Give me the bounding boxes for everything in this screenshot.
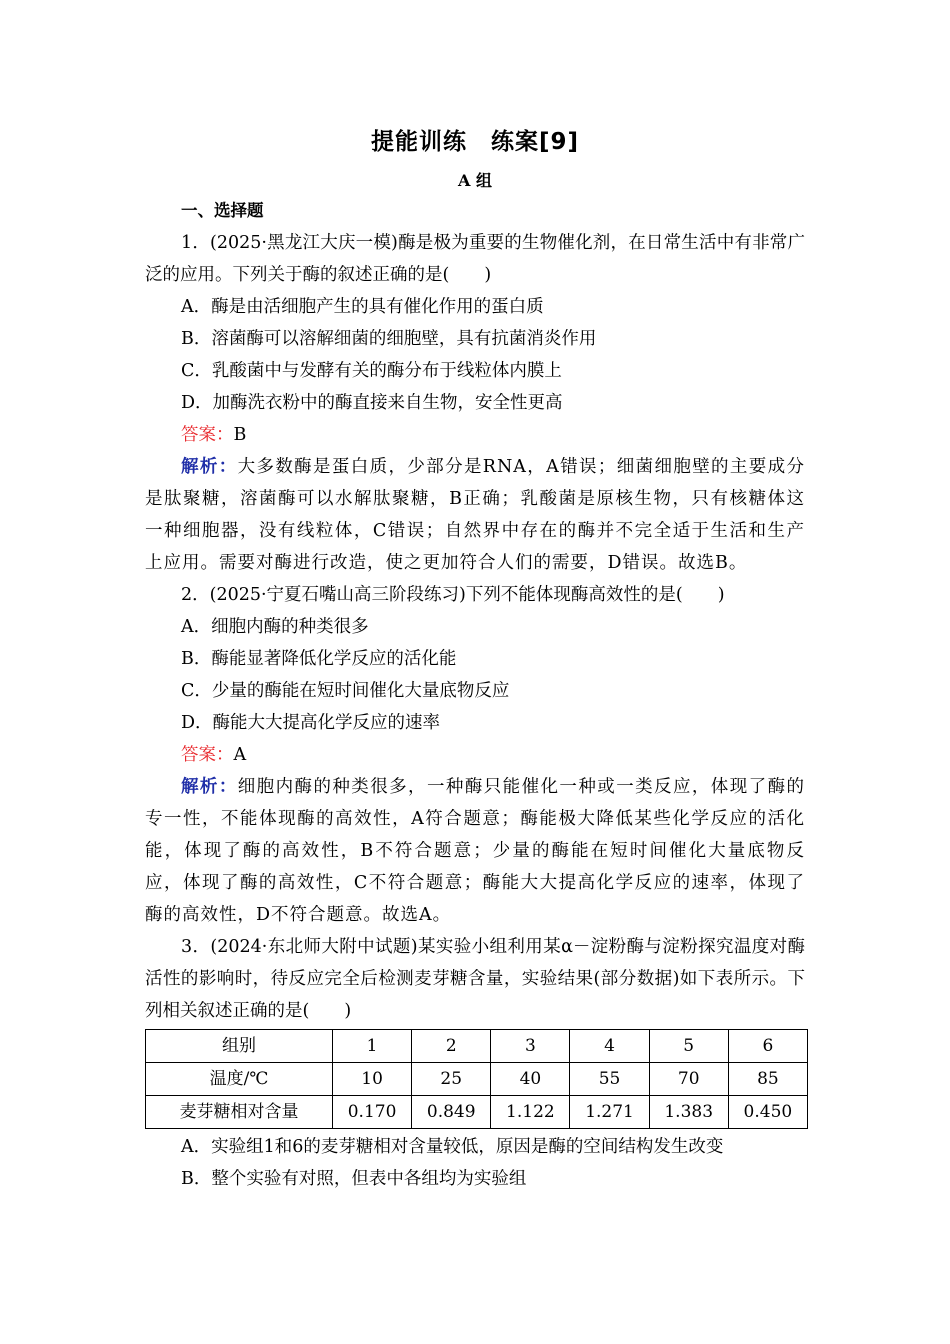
table-cell: 1 xyxy=(333,1030,412,1063)
table-cell: 0.170 xyxy=(333,1096,412,1129)
question-1-explanation xyxy=(145,451,805,579)
table-row xyxy=(146,1063,808,1096)
table-cell: 3 xyxy=(491,1030,570,1063)
content xyxy=(145,195,805,1195)
table-cell: 5 xyxy=(649,1030,728,1063)
question-3-stem: 3．(2024·东北师大附中试题)某实验小组利用某α－淀粉酶与淀粉探究温度对酶活性的影响时，待反应完全后检测麦芽糖含量，实验结果(部分数据)如下表所示。下列相关叙述正确的是( ) xyxy=(145,937,805,1021)
question-2-option-c: C．少量的酶能在短时间催化大量底物反应 xyxy=(181,681,510,701)
table-cell: 6 xyxy=(728,1030,807,1063)
section-heading: 一、选择题 xyxy=(181,201,264,220)
question-3-option-b: B．整个实验有对照，但表中各组均为实验组 xyxy=(181,1169,527,1189)
question-1-option-c: C．乳酸菌中与发酵有关的酶分布于线粒体内膜上 xyxy=(181,361,562,381)
table-cell: 55 xyxy=(570,1063,649,1096)
table-cell: 10 xyxy=(333,1063,412,1096)
table-cell: 85 xyxy=(728,1063,807,1096)
table-cell: 1.271 xyxy=(570,1096,649,1129)
question-2-option-b: B．酶能显著降低化学反应的活化能 xyxy=(181,649,457,669)
question-3-option-a: A．实验组1和6的麦芽糖相对含量较低，原因是酶的空间结构发生改变 xyxy=(181,1137,724,1157)
question-2-option-a: A．细胞内酶的种类很多 xyxy=(181,617,369,637)
question-1-option-a: A．酶是由活细胞产生的具有催化作用的蛋白质 xyxy=(181,297,544,317)
table-cell: 25 xyxy=(412,1063,491,1096)
answer-value: B xyxy=(233,425,247,445)
question-1-option-b: B．溶菌酶可以溶解细菌的细胞壁，具有抗菌消炎作用 xyxy=(181,329,597,349)
table-row xyxy=(146,1030,808,1063)
explain-label: 解析： xyxy=(181,777,238,797)
table-cell: 70 xyxy=(649,1063,728,1096)
question-2-option-d: D．酶能大大提高化学反应的速率 xyxy=(181,713,441,733)
answer-label: 答案： xyxy=(181,745,234,765)
question-2-answer xyxy=(145,739,805,771)
group-label: A 组 xyxy=(458,171,492,190)
page-title: 提能训练 练案[9] xyxy=(370,129,580,155)
explain-text: 大多数酶是蛋白质，少部分是RNA，A错误；细菌细胞壁的主要成分是肽聚糖，溶菌酶可以水解肽聚糖，B正确；乳酸菌是原核生物，只有核糖体这一种细胞器，没有线粒体，C错误；自然界中存在的酶并不完全适于生活和生产上应用。需要对酶进行改造，使之更加符合人们的需要，D错误。故选B。 xyxy=(145,457,806,573)
table-cell: 4 xyxy=(570,1030,649,1063)
table-row xyxy=(146,1096,808,1129)
table-cell: 温度/℃ xyxy=(146,1063,333,1096)
question-1-option-d: D．加酶洗衣粉中的酶直接来自生物，安全性更高 xyxy=(181,393,563,413)
table-cell: 2 xyxy=(412,1030,491,1063)
explain-text: 细胞内酶的种类很多，一种酶只能催化一种或一类反应，体现了酶的专一性，不能体现酶的高效性，A符合题意；酶能极大降低某些化学反应的活化能，体现了酶的高效性，B不符合题意；少量的酶能在短时间催化大量底物反应，体现了酶的高效性，C不符合题意；酶能大大提高化学反应的速率，体现了酶的高效性，D不符合题意。故选A。 xyxy=(145,777,805,925)
table-cell: 0.849 xyxy=(412,1096,491,1129)
table-cell: 1.383 xyxy=(649,1096,728,1129)
question-1-stem: 1．(2025·黑龙江大庆一模)酶是极为重要的生物催化剂，在日常生活中有非常广泛的应用。下列关于酶的叙述正确的是( ) xyxy=(145,233,805,285)
question-1-answer xyxy=(145,419,805,451)
results-table xyxy=(145,1029,808,1129)
answer-value: A xyxy=(233,745,247,765)
table-cell: 0.450 xyxy=(728,1096,807,1129)
table-cell: 40 xyxy=(491,1063,570,1096)
question-2-explanation xyxy=(145,771,805,931)
answer-label: 答案： xyxy=(181,425,234,445)
explain-label: 解析： xyxy=(181,457,238,477)
question-2-stem: 2．(2025·宁夏石嘴山高三阶段练习)下列不能体现酶高效性的是( ) xyxy=(181,585,725,605)
table-cell: 1.122 xyxy=(491,1096,570,1129)
table-cell: 麦芽糖相对含量 xyxy=(146,1096,333,1129)
table-cell: 组别 xyxy=(146,1030,333,1063)
